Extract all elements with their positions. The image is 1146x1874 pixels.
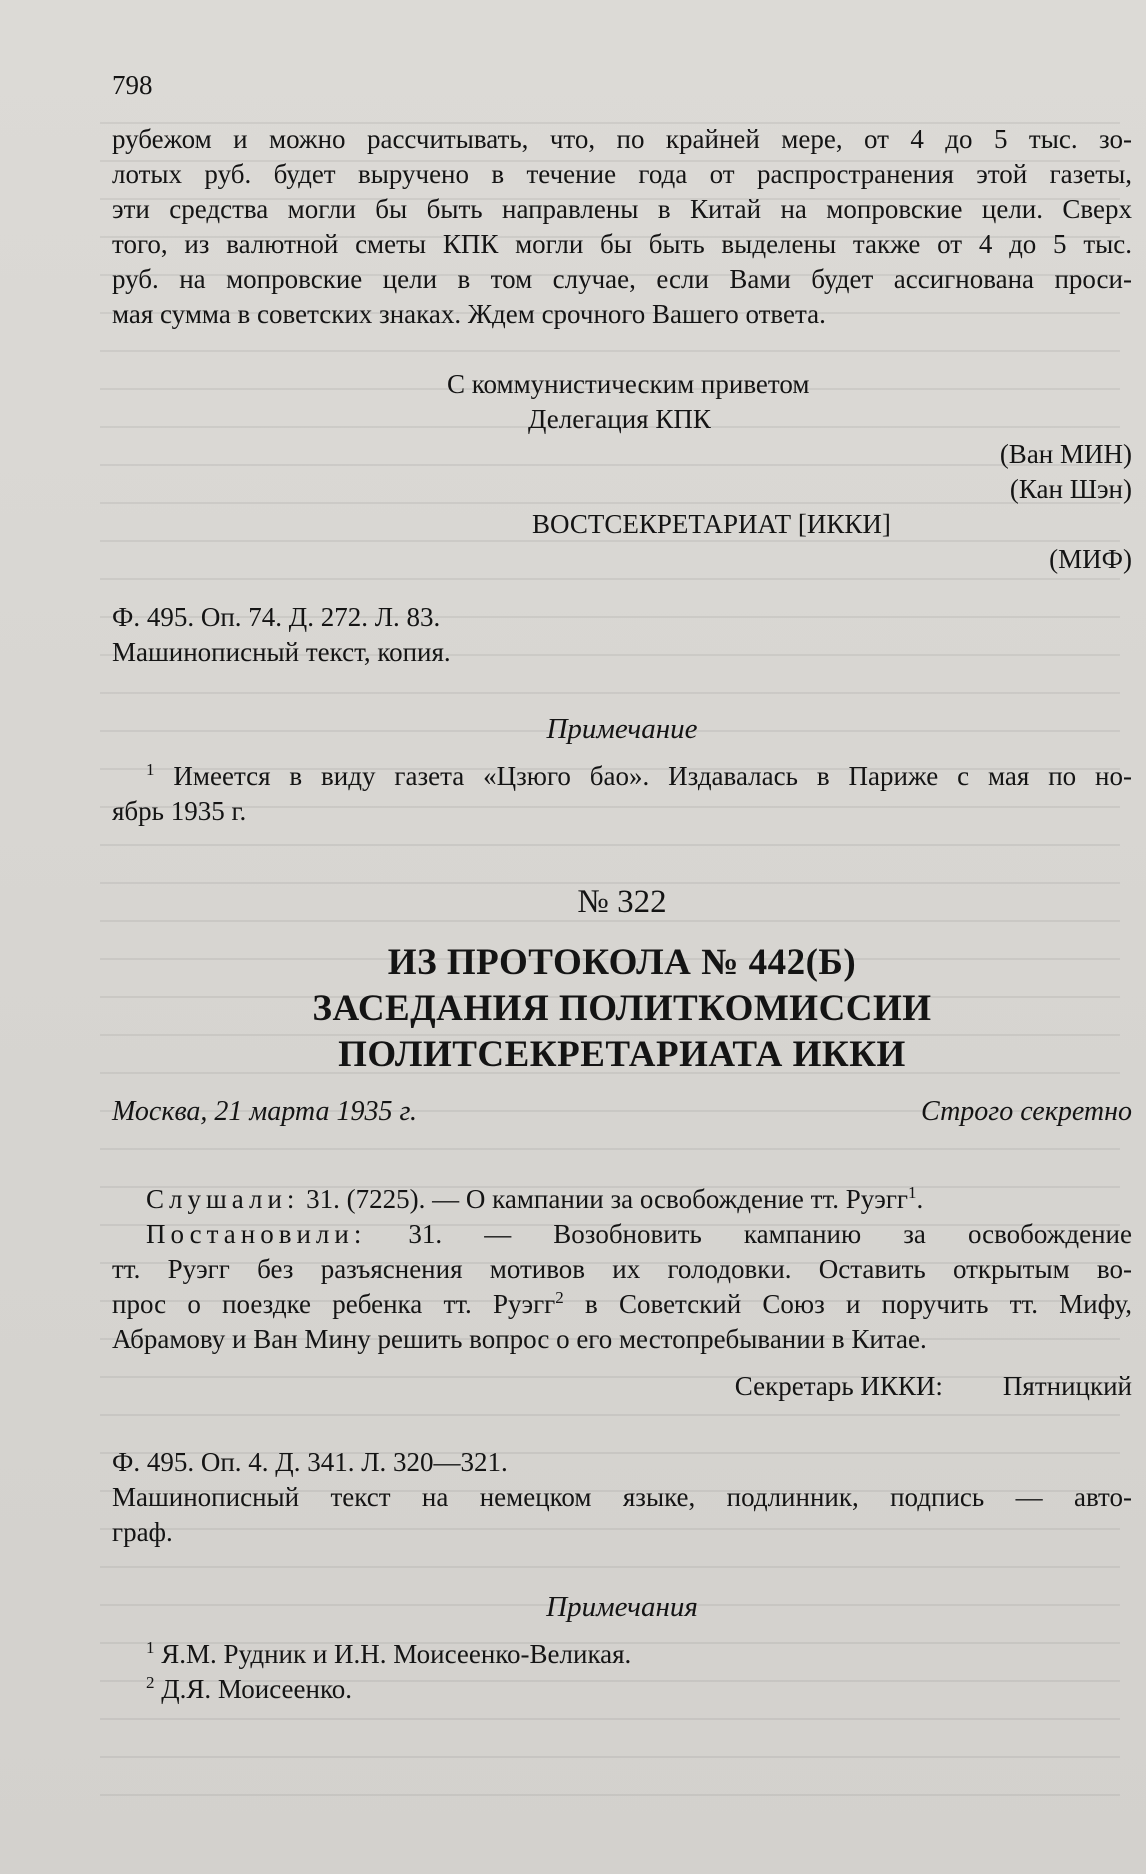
- heard-line: Слушали: 31. (7225). — О кампании за освобождение тт. Руэгг$^1$.: [146, 1183, 924, 1214]
- footnote-marker: 2: [555, 1288, 564, 1307]
- page-number: 798: [112, 70, 153, 100]
- signer: (Кан Шэн): [1009, 474, 1132, 504]
- note-section: [112, 712, 1132, 829]
- footnote-line: [112, 1672, 1132, 1707]
- resolved-text: 31. — Возобновить кампанию за освобождение: [366, 1219, 1132, 1249]
- signer: (Ван МИН): [999, 439, 1132, 469]
- text-line: прос о поездке ребенка тт. Руэгг$^2$ в Советский Союз и поручить тт. Мифу,: [112, 1288, 1133, 1319]
- text-line: руб. на мопровские цели в том случае, если Вами будет ассигнована проси-: [112, 264, 1132, 294]
- footnote-marker: 1: [146, 1638, 155, 1657]
- resolved-label: Постановили:: [146, 1219, 367, 1249]
- footnote-line: [112, 1637, 1132, 1672]
- footnote-marker: 1: [907, 1183, 917, 1202]
- letter-closing: [112, 367, 1132, 577]
- text-line: рубежом и можно рассчитывать, что, по крайней мере, от 4 до 5 тыс. зо-: [112, 124, 1132, 154]
- delegation-name: Делегация КПК: [528, 404, 711, 434]
- signer: (МИФ): [1049, 544, 1132, 574]
- document-heading: [112, 882, 1132, 1129]
- classification: Строго секретно: [921, 1096, 1132, 1127]
- continuation-paragraph: [112, 122, 1132, 332]
- heard-label: Слушали:: [146, 1184, 300, 1214]
- document-number: № 322: [577, 884, 667, 920]
- footnote-marker: 2: [146, 1673, 155, 1692]
- footnote-line: [112, 759, 1132, 794]
- protocol-body: [112, 1182, 1132, 1404]
- text-line: мая сумма в советских знаках. Ждем срочного Вашего ответа.: [112, 299, 826, 329]
- text-line: того, из валютной сметы КПК могли бы быть выделены также от 4 до 5 тыс.: [112, 229, 1132, 259]
- archive-description: Машинописный текст, копия.: [112, 637, 451, 667]
- notes-section: [112, 1590, 1132, 1707]
- heard-text: 31. (7225). — О кампании за освобождение тт. Руэгг: [299, 1184, 908, 1214]
- archive-reference: Ф. 495. Оп. 74. Д. 272. Л. 83.: [112, 602, 441, 632]
- archive-source: [112, 1445, 1132, 1550]
- document-title-line: ИЗ ПРОТОКОЛА № 442(Б): [387, 942, 857, 983]
- document-title-line: ПОЛИТСЕКРЕТАРИАТА ИККИ: [338, 1034, 906, 1075]
- archive-reference: Ф. 495. Оп. 4. Д. 341. Л. 320—321.: [112, 1447, 508, 1477]
- text-line: эти средства могли бы быть направлены в Китай на мопровские цели. Сверх: [112, 194, 1132, 224]
- dateline: [112, 1094, 1132, 1129]
- signature-title: Секретарь ИККИ:: [734, 1371, 943, 1401]
- signature-name: Пятницкий: [1002, 1371, 1132, 1401]
- secretariat-name: ВОСТСЕКРЕТАРИАТ [ИККИ]: [532, 509, 891, 539]
- text-line: тт. Руэгг без разъяснения мотивов их голодовки. Оставить открытым во-: [112, 1254, 1132, 1284]
- archive-description: Машинописный текст на немецком языке, подлинник, подпись — авто-: [112, 1482, 1132, 1512]
- greeting: С коммунистическим приветом: [447, 369, 810, 399]
- resolved-line: [112, 1217, 1132, 1252]
- footnote-text: Д.Я. Моисеенко.: [154, 1674, 352, 1704]
- signature-row: [112, 1369, 1132, 1404]
- notes-title: Примечания: [546, 1591, 698, 1623]
- text-line: Абрамову и Ван Мину решить вопрос о его местопребывании в Китае.: [112, 1324, 927, 1354]
- archive-description: граф.: [112, 1517, 173, 1547]
- document-title-line: ЗАСЕДАНИЯ ПОЛИТКОМИССИИ: [312, 988, 932, 1029]
- footnote-text: Я.М. Рудник и И.Н. Моисеенко-Великая.: [154, 1639, 632, 1669]
- note-title: Примечание: [546, 713, 698, 745]
- archive-source: [112, 600, 1132, 670]
- footnote-text: Имеется в виду газета «Цзюго бао». Издавалась в Париже с мая по но-: [154, 761, 1132, 791]
- place-date: Москва, 21 марта 1935 г.: [112, 1096, 418, 1127]
- text-line: лотых руб. будет выручено в течение года от распространения этой газеты,: [112, 159, 1132, 189]
- footnote-marker: 1: [146, 760, 155, 779]
- footnote-line: ябрь 1935 г.: [112, 796, 247, 826]
